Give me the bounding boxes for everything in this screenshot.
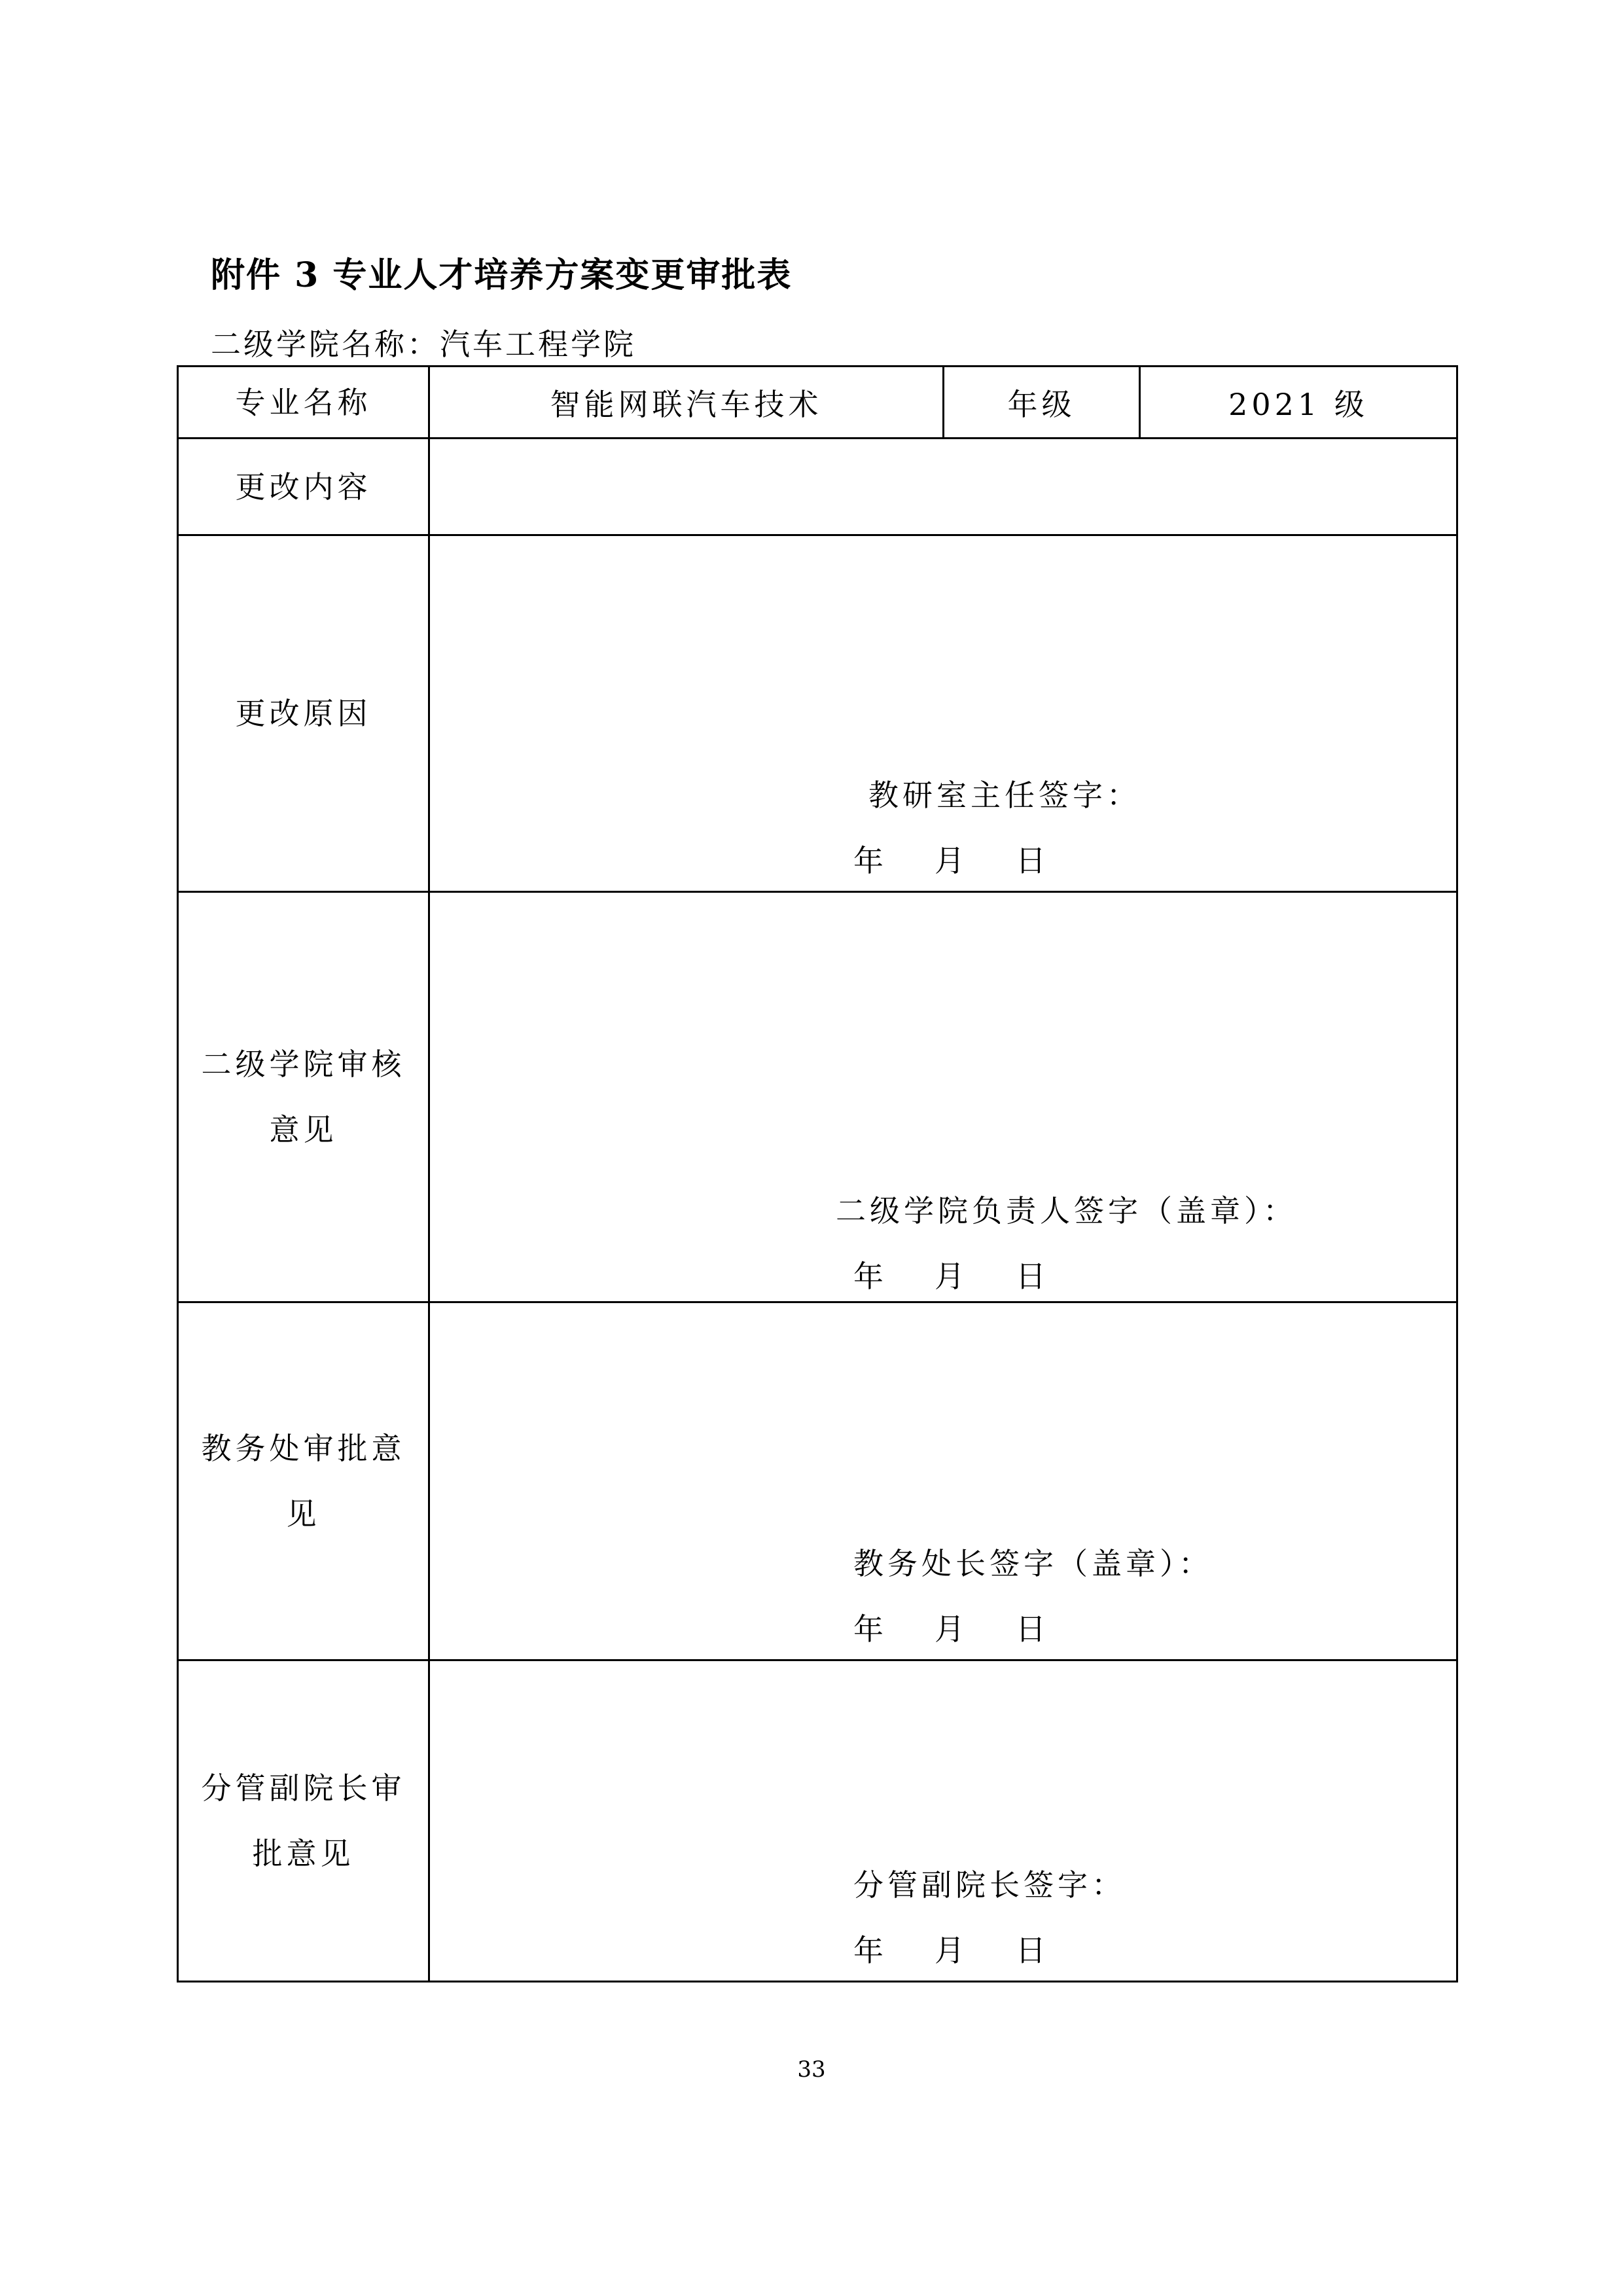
date-year: 年 [853,1259,883,1294]
date-day: 日 [1016,1933,1046,1968]
change-content-field[interactable] [429,439,1457,535]
grade-value[interactable]: 2021 级 [1140,367,1457,439]
change-reason-field[interactable] [429,535,1457,892]
date-year: 年 [853,1611,883,1647]
academic-affairs-label [178,1302,429,1660]
vice-president-label [178,1660,429,1982]
major-row [178,367,1457,439]
date-day: 日 [1016,1259,1046,1294]
vice-president-label-line1: 分管副院长审 [201,1770,406,1806]
college-name-value: 汽车工程学院 [440,327,636,362]
date-month: 月 [935,1259,965,1294]
date-month: 月 [935,843,965,878]
academic-dean-signature-label: 教务处长签字（盖章）： [853,1546,1213,1581]
teaching-director-signature-label: 教研室主任签字： [868,778,1141,813]
academic-affairs-label-line1: 教务处审批意 [201,1431,406,1466]
page-number: 33 [797,2056,826,2083]
date-day: 日 [1016,1611,1046,1647]
date-month: 月 [935,1933,965,1968]
major-name-label: 专业名称 [178,367,429,439]
vice-president-row [178,1660,1457,1982]
change-content-label: 更改内容 [178,439,429,535]
college-review-field[interactable] [429,892,1457,1302]
change-reason-row [178,535,1457,892]
college-review-label [178,892,429,1302]
academic-affairs-label-line2: 见 [286,1496,321,1532]
academic-affairs-field[interactable] [429,1302,1457,1660]
change-content-row [178,439,1457,535]
date-year: 年 [853,1933,883,1968]
major-name-value[interactable]: 智能网联汽车技术 [429,367,944,439]
approval-table [177,365,1458,1982]
college-review-label-line2: 意见 [269,1112,338,1147]
college-review-label-line1: 二级学院审核 [201,1047,406,1082]
college-name-line [211,321,636,364]
date-day: 日 [1016,843,1046,878]
college-name-label: 二级学院名称： [211,327,440,362]
college-head-signature-label: 二级学院负责人签字（盖章）： [836,1193,1297,1229]
vice-president-label-line2: 批意见 [252,1836,355,1871]
date-month: 月 [935,1611,965,1647]
grade-label: 年级 [944,367,1140,439]
vice-president-field[interactable] [429,1660,1457,1982]
vice-president-signature-label: 分管副院长签字： [853,1867,1126,1903]
college-review-row [178,892,1457,1302]
date-year: 年 [853,843,883,878]
change-reason-label: 更改原因 [178,535,429,892]
academic-affairs-row [178,1302,1457,1660]
form-title: 附件 3 专业人才培养方案变更审批表 [211,255,793,295]
